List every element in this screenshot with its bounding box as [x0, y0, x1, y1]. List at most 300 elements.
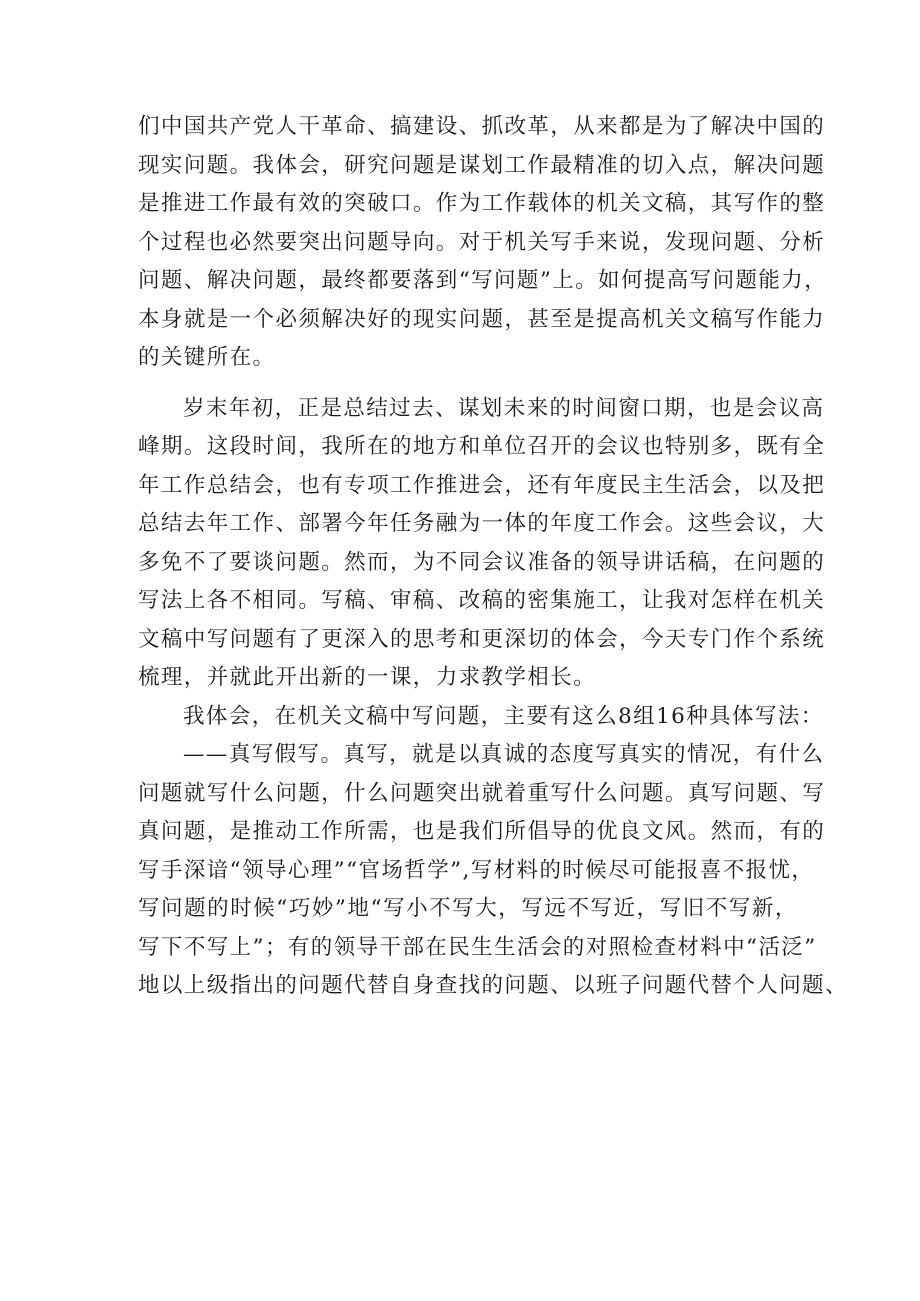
text-char: 照 — [608, 934, 632, 960]
text-char: 倡 — [527, 819, 551, 844]
text-char: ， — [733, 434, 757, 459]
text-char: 上 — [552, 268, 576, 293]
text-char: 们 — [481, 819, 505, 844]
text-char: 于 — [481, 229, 505, 255]
text-char: 结 — [160, 511, 184, 536]
text-char: 决 — [344, 306, 368, 332]
text-char: 然 — [252, 229, 276, 255]
text-char: 。 — [298, 588, 322, 613]
text-char: 党 — [252, 114, 276, 139]
text-char: 题 — [367, 229, 390, 255]
text-char: 还 — [527, 472, 551, 498]
text-char: 会 — [641, 511, 665, 536]
text-char: 问 — [779, 152, 803, 178]
text-char: 析 — [802, 229, 826, 255]
text-char: ， — [636, 896, 660, 921]
text-char: 部 — [298, 511, 322, 536]
text-char: 有 — [550, 472, 574, 498]
text-char: 为 — [664, 114, 688, 139]
text-char: 就 — [412, 742, 435, 767]
text-char: 门 — [710, 626, 734, 652]
text-char: 会 — [481, 549, 505, 575]
text-char: 手 — [573, 229, 597, 255]
text-char: 的 — [504, 588, 528, 613]
text-char: 就 — [481, 780, 505, 806]
text-char: 写 — [550, 229, 574, 255]
text-char: 为 — [412, 549, 436, 575]
text-char: 领 — [596, 549, 620, 575]
text-char: 写 — [366, 742, 390, 767]
text-char: 段 — [229, 434, 253, 459]
text-char: ， — [774, 896, 798, 921]
text-char: 谈 — [252, 549, 276, 575]
text-char: 怎 — [710, 588, 734, 613]
text-char: ， — [619, 626, 642, 652]
text-char: 关 — [664, 306, 688, 332]
text-char: 更 — [481, 626, 505, 652]
text-char: 总 — [206, 472, 230, 498]
text-char: 现 — [412, 306, 436, 332]
text-char: 么 — [596, 780, 620, 806]
text-char: 会 — [539, 934, 563, 960]
text-char: ， — [733, 472, 757, 498]
text-char: 如 — [598, 268, 621, 293]
text-char: 个 — [138, 229, 161, 255]
text-char: 共 — [206, 114, 230, 139]
text-char: 能 — [779, 306, 803, 332]
text-char: 时 — [252, 434, 276, 459]
text-char: 为 — [458, 191, 482, 216]
text-char: 写 — [550, 780, 574, 806]
text-char: “ — [745, 934, 759, 960]
text-char: 候 — [253, 896, 277, 921]
text-char: ， — [641, 229, 665, 255]
text-char: 工 — [481, 191, 505, 216]
text-line — [138, 736, 825, 775]
text-char: 会 — [596, 434, 620, 459]
text-char: 出 — [458, 780, 482, 806]
text-char: 忧 — [768, 857, 792, 883]
text-char: 报 — [745, 857, 769, 883]
text-char: 。 — [575, 268, 599, 293]
text-char: 题 — [298, 549, 322, 575]
text-char: 文 — [641, 191, 665, 216]
text-char: 今 — [344, 511, 368, 536]
text-char: 的 — [207, 896, 231, 921]
text-char: 工 — [160, 472, 184, 498]
text-char: 题 — [412, 152, 436, 178]
text-char: 决 — [229, 268, 253, 293]
text-line — [138, 505, 826, 544]
text-char: ， — [298, 434, 322, 459]
text-char: 向 — [412, 229, 436, 255]
text-char: 年 — [550, 511, 574, 536]
text-char: 、 — [756, 229, 780, 255]
text-char: 解 — [206, 268, 230, 293]
text-char: 手 — [160, 857, 184, 883]
text-char: 的 — [573, 819, 597, 844]
text-char: 题 — [184, 896, 207, 921]
text-char: 导 — [550, 819, 574, 844]
text-char: 写 — [206, 780, 230, 806]
text-char: 写 — [733, 191, 757, 216]
text-char: 的 — [664, 742, 687, 767]
text-char: 就 — [183, 780, 207, 806]
text-char: 是 — [434, 742, 458, 767]
text-line: 的关键所在。 — [138, 345, 276, 370]
text-char: “ — [346, 857, 359, 883]
text-char: 稿 — [344, 588, 368, 613]
text-char: 谋 — [458, 152, 482, 178]
text-char: 进 — [458, 472, 482, 498]
text-char: 能 — [758, 268, 782, 293]
text-char: 写 — [802, 780, 826, 806]
text-char: 作 — [619, 511, 642, 536]
text-char: 召 — [527, 434, 551, 459]
text-char: 问 — [183, 152, 207, 178]
text-char: 结 — [366, 395, 390, 421]
text-char: 最 — [321, 268, 345, 293]
text-char: 年 — [228, 395, 252, 421]
text-char: 然 — [344, 549, 368, 575]
text-char: 活 — [687, 472, 711, 498]
text-char: 度 — [596, 472, 620, 498]
text-char: 必 — [229, 229, 253, 255]
text-char: 机 — [641, 306, 665, 332]
text-char: 是 — [435, 152, 459, 178]
text-char: 现 — [687, 229, 711, 255]
text-char: 就 — [183, 306, 207, 332]
text-char: 部 — [402, 934, 426, 960]
paragraph — [138, 390, 826, 698]
text-char: 们 — [138, 114, 161, 139]
text-char: 了 — [206, 549, 230, 575]
text-char: 议 — [619, 434, 642, 459]
text-char: 、 — [458, 114, 482, 139]
text-char: 理 — [310, 857, 334, 883]
text-char: 地 — [347, 896, 371, 921]
text-char: 突 — [435, 780, 459, 806]
text-char: — — [183, 742, 206, 767]
text-char: 。 — [664, 511, 688, 536]
text-char: 了 — [687, 114, 711, 139]
text-char: 工 — [596, 588, 620, 613]
text-char: 破 — [367, 191, 390, 216]
text-char: 革 — [321, 114, 345, 139]
text-char: 工 — [206, 191, 230, 216]
text-char: 什 — [229, 780, 253, 806]
text-char: 稿 — [481, 588, 505, 613]
text-char: 各 — [206, 588, 230, 613]
text-char: 写 — [471, 268, 494, 293]
text-char: 题 — [733, 229, 757, 255]
text-char: 动 — [275, 819, 299, 844]
text-char: 题 — [206, 152, 230, 178]
text-char: 需 — [367, 819, 390, 844]
text-line: 梳理，并就此开出新的一课，力求教学相长。 — [138, 665, 597, 690]
text-char: 现 — [138, 152, 161, 178]
text-char: 有 — [779, 819, 803, 844]
text-char: 了 — [298, 626, 322, 652]
text-char: 会 — [596, 626, 620, 652]
text-char: 深 — [183, 857, 207, 883]
text-char: 中 — [756, 114, 780, 139]
text-char: 多 — [138, 549, 161, 575]
text-char: 及 — [779, 472, 803, 498]
text-char: 命 — [344, 114, 368, 139]
text-char: 写 — [521, 896, 545, 921]
text-char: 问 — [712, 268, 736, 293]
text-char: 窗 — [618, 395, 642, 421]
text-char: 过 — [389, 395, 413, 421]
text-char: 写 — [138, 934, 161, 960]
text-char: 也 — [206, 229, 230, 255]
text-char: ” — [334, 896, 348, 921]
text-char: 所 — [344, 434, 368, 459]
text-char: 问 — [389, 152, 413, 178]
text-char: 所 — [504, 819, 528, 844]
text-char: 不 — [722, 857, 746, 883]
text-char: 岁 — [183, 395, 206, 421]
text-char: 谋 — [457, 395, 481, 421]
text-char: 题 — [412, 780, 436, 806]
text-char: 良 — [619, 819, 642, 844]
text-char: 写 — [452, 896, 476, 921]
text-char: 口 — [641, 395, 665, 421]
text-char: 题 — [252, 626, 276, 652]
text-char: 场 — [381, 857, 405, 883]
text-char: 切 — [641, 152, 665, 178]
text-char: 小 — [406, 896, 430, 921]
text-char: 的 — [619, 152, 642, 178]
text-char: “ — [229, 857, 243, 883]
text-char: 问 — [138, 268, 161, 293]
text-char: 生 — [664, 472, 688, 498]
text-char: 以 — [756, 472, 780, 498]
text-char: 真 — [618, 742, 642, 767]
text-char: 写 — [138, 588, 161, 613]
text-char: 作 — [756, 306, 780, 332]
text-char: 方 — [435, 434, 459, 459]
text-char: 的 — [550, 626, 574, 652]
text-char: 稿 — [710, 306, 734, 332]
text-char: 时 — [572, 395, 596, 421]
text-char: , — [462, 857, 471, 883]
text-char: 抓 — [481, 114, 505, 139]
text-char: 问 — [733, 780, 757, 806]
text-char: 推 — [435, 472, 459, 498]
text-char: ” — [333, 857, 347, 883]
text-char: 作 — [252, 511, 276, 536]
text-char: 稿 — [687, 549, 711, 575]
text-char: 在 — [756, 588, 780, 613]
text-char: 都 — [367, 268, 390, 293]
text-char: 写 — [138, 896, 161, 921]
text-char: 和 — [458, 626, 482, 652]
text-char: 度 — [573, 511, 597, 536]
text-char: 搞 — [389, 114, 413, 139]
text-char: 力 — [802, 306, 826, 332]
text-char: 作 — [321, 819, 345, 844]
text-char: 写 — [733, 306, 757, 332]
text-char: 官 — [358, 857, 382, 883]
text-char: 远 — [544, 896, 568, 921]
text-char: ， — [779, 511, 803, 536]
text-char: 末 — [205, 395, 229, 421]
text-char: 。 — [321, 549, 345, 575]
text-char: 有 — [779, 434, 803, 459]
text-char: 写 — [595, 742, 619, 767]
text-char: 的 — [389, 434, 413, 459]
text-char: 写 — [710, 780, 734, 806]
text-char: 改 — [458, 588, 482, 613]
text-char: 效 — [298, 191, 322, 216]
text-char: 写 — [138, 857, 161, 883]
text-char: 不 — [183, 549, 207, 575]
text-char: 题 — [735, 268, 759, 293]
text-char: 革 — [527, 114, 551, 139]
text-char: 风 — [664, 819, 688, 844]
text-char: 建 — [412, 114, 436, 139]
text-char: 高 — [801, 395, 825, 421]
text-char: 位 — [504, 434, 528, 459]
text-char: 时 — [230, 896, 254, 921]
text-char: ， — [298, 268, 322, 293]
text-char: 别 — [687, 434, 711, 459]
text-char: 从 — [573, 114, 597, 139]
text-char: 在 — [425, 934, 449, 960]
text-char: 题 — [756, 780, 780, 806]
text-char: 。 — [320, 742, 344, 767]
text-char: 民 — [619, 472, 642, 498]
text-char: 机 — [779, 588, 803, 613]
text-char: 全 — [802, 434, 826, 459]
text-char: 着 — [504, 780, 528, 806]
text-char: 更 — [321, 626, 345, 652]
text-char: 什 — [344, 780, 368, 806]
text-char: 出 — [321, 229, 345, 255]
text-char: ， — [389, 819, 413, 844]
text-char: 况 — [709, 742, 733, 767]
text-line — [138, 147, 826, 186]
text-char: ； — [264, 934, 288, 960]
text-char: 度 — [572, 742, 596, 767]
text-char: 同 — [275, 588, 299, 613]
text-char: 题 — [298, 780, 322, 806]
text-char: 集 — [550, 588, 574, 613]
text-char: 写 — [728, 896, 752, 921]
text-char: 。 — [229, 152, 253, 178]
text-char: 的 — [526, 742, 550, 767]
text-char: 情 — [686, 742, 710, 767]
text-char: 是 — [229, 819, 253, 844]
text-char: 写 — [206, 626, 230, 652]
text-char: 须 — [298, 306, 322, 332]
text-char: ， — [274, 395, 298, 421]
text-char: 年 — [573, 472, 597, 498]
text-char: 所 — [344, 819, 368, 844]
text-char: 的 — [779, 191, 803, 216]
text-line — [138, 544, 826, 583]
text-char: 。 — [183, 434, 207, 459]
text-char: 问 — [494, 268, 517, 293]
text-char: 有 — [321, 472, 345, 498]
text-char: 的 — [527, 511, 551, 536]
text-char: ， — [710, 549, 734, 575]
text-char: 领 — [242, 857, 265, 883]
text-char: 干 — [379, 934, 403, 960]
text-line — [138, 582, 826, 621]
text-line — [138, 929, 817, 968]
text-char: 也 — [412, 819, 436, 844]
text-char: 正 — [297, 395, 321, 421]
text-char: 决 — [756, 152, 780, 178]
text-char: 问 — [275, 549, 299, 575]
text-char: 是 — [435, 819, 459, 844]
text-char: 免 — [160, 549, 184, 575]
text-char: 检 — [631, 934, 655, 960]
text-char: 融 — [435, 511, 459, 536]
text-char: 的 — [573, 549, 597, 575]
paragraph — [138, 736, 848, 1006]
text-char: 去 — [412, 395, 435, 421]
text-char: 入 — [367, 626, 390, 652]
paragraph-gap — [138, 378, 798, 390]
text-char: 写 — [659, 896, 683, 921]
text-char: 审 — [389, 588, 413, 613]
text-char: 写 — [470, 857, 494, 883]
text-char: 干 — [298, 114, 322, 139]
text-char: 问 — [160, 819, 184, 844]
text-char: — — [205, 742, 229, 767]
text-char: 会 — [481, 472, 505, 498]
text-char: 作 — [435, 191, 459, 216]
text-char: 什 — [778, 742, 802, 767]
text-char: 、 — [367, 588, 390, 613]
text-char: 也 — [641, 434, 665, 459]
text-char: 工 — [229, 511, 253, 536]
text-char: 、 — [435, 588, 459, 613]
text-char: 推 — [252, 819, 276, 844]
text-char: 写 — [590, 896, 614, 921]
text-char: 题 — [481, 306, 505, 332]
text-char: 料 — [516, 857, 540, 883]
text-char: 的 — [802, 549, 826, 575]
text-char: 必 — [275, 306, 299, 332]
text-char: 谙 — [206, 857, 230, 883]
text-char: 要 — [229, 549, 253, 575]
text-char: 项 — [367, 472, 390, 498]
text-char: 文 — [687, 306, 711, 332]
text-char: 会 — [755, 395, 779, 421]
text-char: 么 — [801, 742, 825, 767]
text-char: 要 — [389, 268, 413, 293]
text-char: 也 — [298, 472, 322, 498]
text-char: 是 — [641, 114, 665, 139]
text-char: 年 — [367, 511, 390, 536]
text-char: ” — [252, 934, 265, 960]
text-char: 可 — [631, 857, 654, 883]
text-char: 领 — [333, 934, 357, 960]
text-char: 今 — [641, 626, 665, 652]
text-char: 务 — [412, 511, 436, 536]
text-char: ， — [619, 588, 642, 613]
text-char: 密 — [527, 588, 551, 613]
text-char: 真 — [228, 742, 252, 767]
text-char: 间 — [275, 434, 299, 459]
text-line — [138, 775, 826, 814]
text-char: 结 — [229, 472, 253, 498]
